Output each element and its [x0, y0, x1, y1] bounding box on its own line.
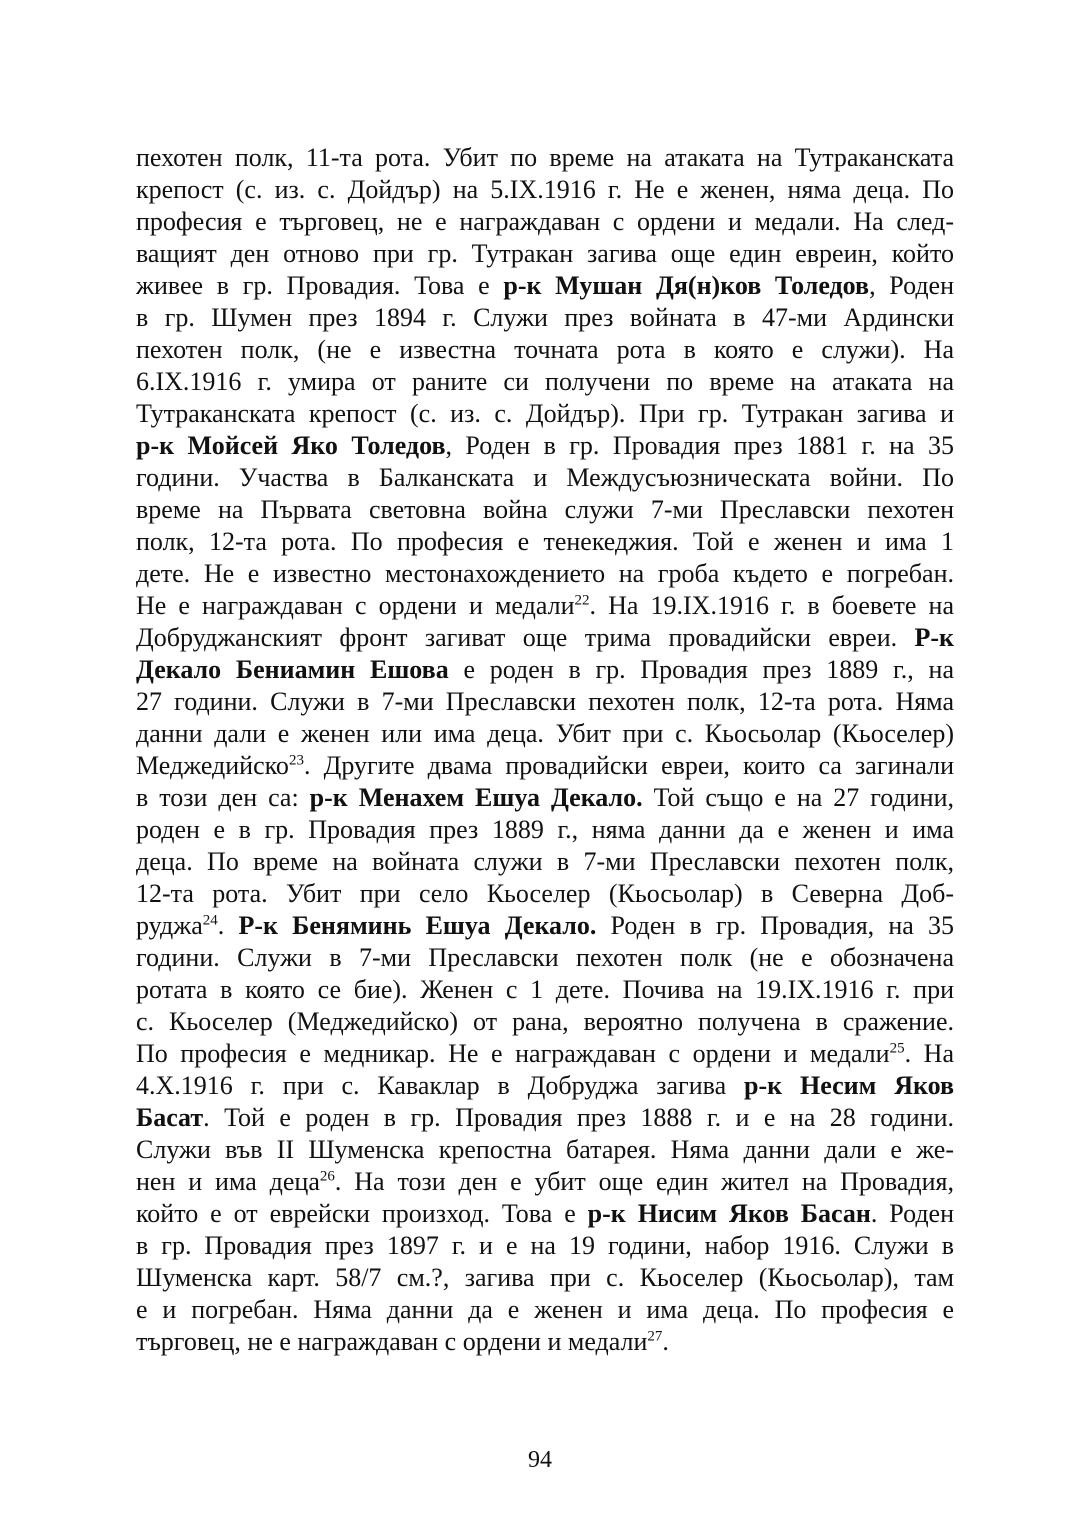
text-line: дете. Не е известно местонахождението на гроба където е погребан. [136, 559, 954, 588]
text-line: търговец, не е награждаван с ордени и медали$^{27}$. [136, 1327, 669, 1356]
soldier-name: р-к Мойсей Яко Толедов [136, 431, 446, 460]
text-line: който е от еврейски произход. Това е р-к Нисим Яков Басан. Роден [136, 1199, 954, 1228]
text-line: данни дали е женен или има деца. Убит при с. Кьосьолар (Кьоселер) [136, 719, 954, 748]
soldier-name: р-к Мушан Дя(н)ков Толедов [503, 271, 870, 300]
text-line: Тутраканската крепост (с. из. с. Дойдър). При гр. Тутракан загива и [136, 399, 954, 428]
page-number: 94 [528, 1447, 552, 1473]
body-text [136, 142, 954, 1358]
text-line: р-к Мойсей Яко Толедов, Роден в гр. Провадия през 1881 г. на 35 [136, 431, 955, 460]
footnote-ref: 26 [319, 1168, 335, 1185]
text-line: Шуменска карт. 58/7 см.?, загива при с. Кьоселер (Кьосьолар), там [136, 1263, 954, 1292]
text-line: години. Служи в 7-ми Преславски пехотен полк (не е обозначена [136, 943, 954, 972]
text-line: Добруджанският фронт загиват още трима провадийски евреи. Р-к [136, 623, 954, 652]
text-line: 6.IX.1916 г. умира от раните си получени по време на атаката на [136, 367, 954, 396]
soldier-name: Басат [136, 1103, 204, 1132]
text-line: години. Участва в Балканската и Междусъюзническата войни. По [136, 463, 954, 492]
soldier-name: Декало Бениамин Ешова [136, 655, 449, 684]
text-line: в гр. Провадия през 1897 г. и е на 19 години, набор 1916. Служи в [136, 1231, 954, 1260]
text-line: Меджедийско$^{23}$. Другите двама провадийски евреи, които са загинали [136, 751, 954, 780]
text-line: деца. По време на войната служи в 7-ми Преславски пехотен полк, [136, 847, 954, 876]
text-line: 4.X.1916 г. при с. Каваклар в Добруджа загива р-к Несим Яков [136, 1071, 955, 1100]
text-line: По професия е медникар. Не е награждаван с ордени и медали$^{25}$. На [136, 1039, 954, 1068]
footnote-ref: 25 [889, 1040, 905, 1057]
text-line: Басат. Той е роден в гр. Провадия през 1888 г. и е на 28 години. [136, 1103, 954, 1132]
text-line: крепост (с. из. с. Дойдър) на 5.IX.1916 г. Не е женен, няма деца. По [136, 175, 954, 204]
soldier-name: р-к Менахем Ешуа Декало. [309, 783, 643, 812]
text-line: 27 години. Служи в 7-ми Преславски пехотен полк, 12-та рота. Няма [136, 687, 954, 716]
text-line: професия е търговец, не е награждаван с ордени и медали. На след- [136, 207, 954, 236]
text-line: пехотен полк, (не е известна точната рота в която е служи). На [136, 335, 954, 364]
text-line: Служи във II Шуменска крепостна батарея. Няма данни дали е же- [136, 1135, 954, 1164]
text-line: в гр. Шумен през 1894 г. Служи през войната в 47-ми Ардински [136, 303, 954, 332]
text-line: роден е в гр. Провадия през 1889 г., няма данни да е женен и има [136, 815, 954, 844]
text-line: нен и има деца$^{26}$. На този ден е убит още един жител на Провадия, [136, 1167, 955, 1196]
text-line: в този ден са: р-к Менахем Ешуа Декало. Той също е на 27 години, [136, 783, 955, 812]
text-line: пехотен полк, 11-та рота. Убит по време на атаката на Тутраканската [136, 143, 954, 172]
soldier-name: Р-к [914, 623, 954, 652]
soldier-name: р-к Несим Яков [744, 1071, 955, 1100]
soldier-name: р-к Нисим Яков Басан [587, 1199, 871, 1228]
text-line: полк, 12-та рота. По професия е тенекеджия. Той е женен и има 1 [136, 527, 954, 556]
text-line: време на Първата световна война служи 7-ми Преславски пехотен [136, 495, 954, 524]
footnote-ref: 23 [288, 752, 304, 769]
footnote-ref: 27 [647, 1328, 663, 1345]
text-line: руджа$^{24}$. Р-к Беняминь Ешуа Декало. Роден в гр. Провадия, на 35 [136, 911, 954, 940]
footnote-ref: 22 [574, 592, 590, 609]
text-line: Декало Бениамин Ешова е роден в гр. Провадия през 1889 г., на [136, 655, 954, 684]
text-line: живее в гр. Провадия. Това е р-к Мушан Дя(н)ков Толедов, Роден [136, 271, 954, 300]
text-line: ротата в която се бие). Женен с 1 дете. Почива на 19.IX.1916 г. при [136, 975, 954, 1004]
footnote-ref: 24 [202, 912, 218, 929]
text-line: ващият ден отново при гр. Тутракан загива още един евреин, който [136, 239, 954, 268]
soldier-name: Р-к Беняминь Ешуа Декало. [238, 911, 597, 940]
text-line: с. Кьоселер (Меджедийско) от рана, вероятно получена в сражение. [136, 1007, 954, 1036]
text-line: е и погребан. Няма данни да е женен и има деца. По професия е [136, 1295, 954, 1324]
text-line: 12-та рота. Убит при село Кьоселер (Кьосьолар) в Северна Доб- [136, 879, 954, 908]
text-line: Не е награждаван с ордени и медали$^{22}$. На 19.IX.1916 г. в боевете на [136, 591, 954, 620]
